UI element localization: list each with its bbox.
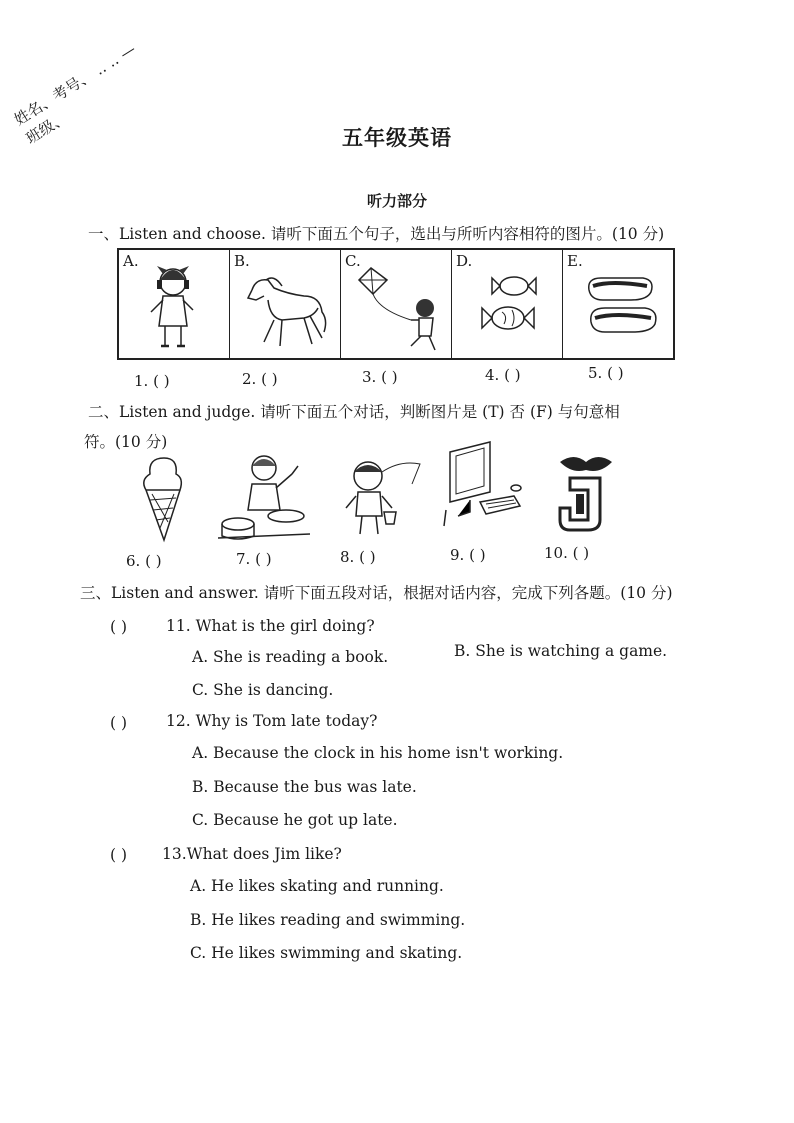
section-subtitle: 听力部分 [366,192,427,210]
question-13-option-b: B. He likes reading and swimming. [190,911,466,929]
horse-icon [238,260,332,356]
picture-cell-d [452,250,563,358]
question-11-text: 11. What is the girl doing? [166,617,375,635]
question-12-blank[interactable]: ( ) [110,714,128,732]
question-11-blank[interactable]: ( ) [110,618,128,636]
part2-heading-line1: 二、Listen and judge. 请听下面五个对话，判断图片是 (T) 否 (F) 与句意相 [88,403,620,421]
student-info-corner: 姓名、考号、 ‥ ‥ — 班级、 [11,39,139,148]
computer-icon [440,440,524,530]
hotdogs-icon [571,260,665,356]
picture-label: B. [234,252,250,270]
picture-label: A. [123,252,139,270]
question-12-option-a: A. Because the clock in his home isn't working. [192,744,564,762]
part1-picture-table [117,248,675,360]
answer-blank-6[interactable]: 6. ( ) [126,552,162,570]
question-12-option-c: C. Because he got up late. [192,811,398,829]
answer-blank-10[interactable]: 10. ( ) [544,544,590,562]
question-13-blank[interactable]: ( ) [110,846,128,864]
number-label: 考号 [49,73,85,106]
question-11-option-b: B. She is watching a game. [454,642,668,660]
page-title: 五年级英语 [342,125,452,150]
question-13-text: 13.What does Jim like? [162,845,342,863]
answer-blank-1[interactable]: 1. ( ) [134,372,170,390]
boy-flying-kite-icon [349,260,443,356]
question-11-option-c: C. She is dancing. [192,681,334,699]
question-13-option-c: C. He likes swimming and skating. [190,944,463,962]
question-11-option-a: A. She is reading a book. [192,648,389,666]
picture-cell-e [563,250,673,358]
answer-blank-2[interactable]: 2. ( ) [242,370,278,388]
answer-blank-3[interactable]: 3. ( ) [362,368,398,386]
answer-blank-4[interactable]: 4. ( ) [485,366,521,384]
part3-heading: 三、Listen and answer. 请听下面五段对话，根据对话内容，完成下列各题。(10 分) [80,584,673,602]
question-12-option-b: B. Because the bus was late. [192,778,417,796]
boy-with-bucket-icon [338,454,428,544]
part1-heading: 一、Listen and choose. 请听下面五个句子，选出与所听内容相符的图片。(10 分) [88,225,665,243]
class-label: 班级 [22,116,58,148]
picture-label: E. [567,252,583,270]
girl-cooking-icon [218,450,310,544]
picture-cell-c [341,250,452,358]
ice-cream-icon [138,452,188,544]
picture-cell-b [230,250,341,358]
picture-label: C. [345,252,361,270]
answer-blank-8[interactable]: 8. ( ) [340,548,376,566]
part2-heading-line2: 符。(10 分) [84,433,168,451]
question-13-option-a: A. He likes skating and running. [190,877,444,895]
question-12-text: 12. Why is Tom late today? [166,712,378,730]
answer-blank-5[interactable]: 5. ( ) [588,364,624,382]
answer-blank-7[interactable]: 7. ( ) [236,550,272,568]
picture-cell-a [119,250,230,358]
name-label: 姓名 [11,97,47,129]
picture-label: D. [456,252,473,270]
quiet-sign-icon [556,450,616,534]
candies-icon [460,260,554,356]
answer-blank-9[interactable]: 9. ( ) [450,546,486,564]
girl-with-headphones-icon [127,260,217,356]
